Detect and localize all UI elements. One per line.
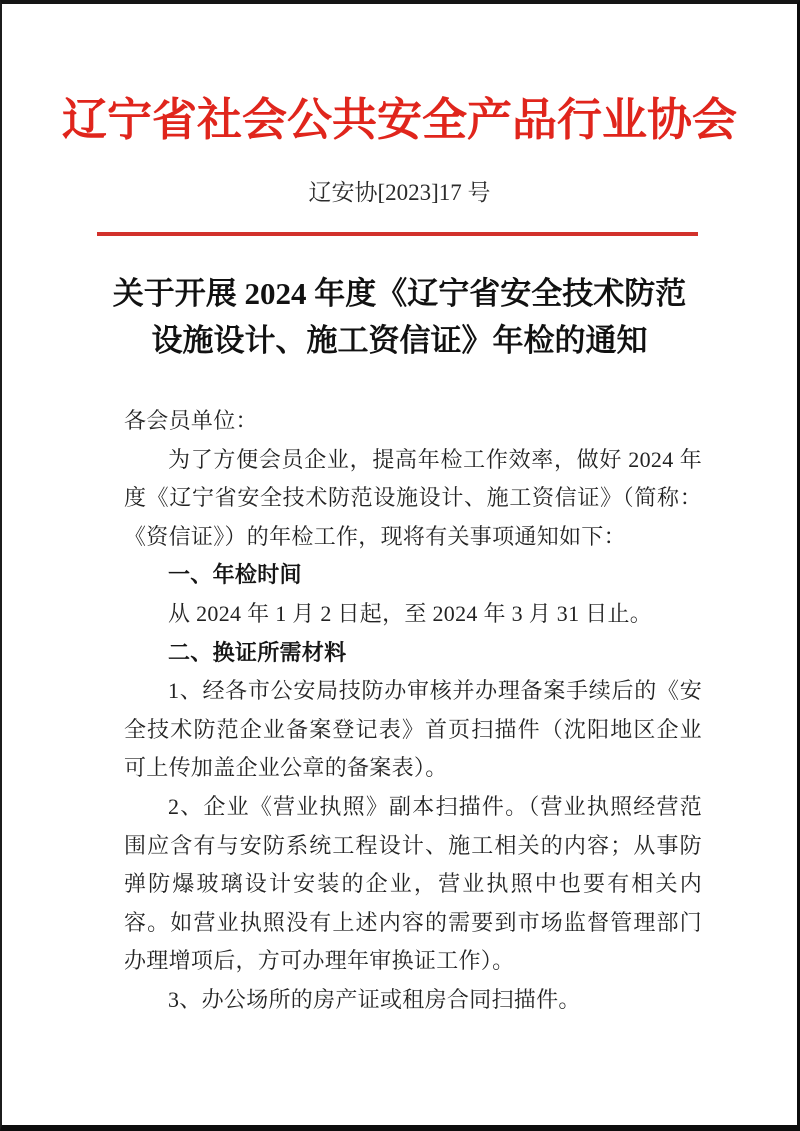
- red-divider-rule: [97, 232, 698, 236]
- letterhead-org-name: 辽宁省社会公共安全产品行业协会: [61, 95, 737, 145]
- material-item-2: 2、企业《营业执照》副本扫描件。（营业执照经营范围应含有与安防系统工程设计、施工相关的内容；从事防弹防爆玻璃设计安装的企业，营业执照中也要有相关内容。如营业执照没有上述内容的需要到市场监督管理部门办理增项后，方可办理年审换证工作）。: [124, 793, 702, 974]
- section-heading-2: 二、换证所需材料: [168, 639, 347, 665]
- document-body: [124, 402, 702, 1020]
- salutation: 各会员单位：: [124, 408, 258, 433]
- material-item-1: 1、经各市公安局技防办审核并办理备案手续后的《安全技术防范企业备案登记表》首页扫描件（沈阳地区企业可上传加盖企业公章的备案表）。: [124, 678, 702, 781]
- doc-title: [62, 270, 737, 364]
- section-1-paragraph: 从 2024 年 1 月 2 日起，至 2024 年 3 月 31 日止。: [168, 600, 653, 626]
- doc-number: 辽安协[2023]17 号: [308, 180, 491, 205]
- doc-title-line-2: 设施设计、施工资信证》年检的通知: [151, 323, 648, 358]
- section-heading-1: 一、年检时间: [168, 562, 302, 588]
- material-item-3: 3、办公场所的房产证或租房合同扫描件。: [168, 986, 581, 1012]
- doc-title-line-1: 关于开展 2024 年度《辽宁省安全技术防范: [112, 276, 687, 311]
- intro-paragraph: 为了方便会员企业，提高年检工作效率，做好 2024 年度《辽宁省安全技术防范设施设计、施工资信证》（简称：《资信证》）的年检工作，现将有关事项通知如下：: [124, 446, 702, 549]
